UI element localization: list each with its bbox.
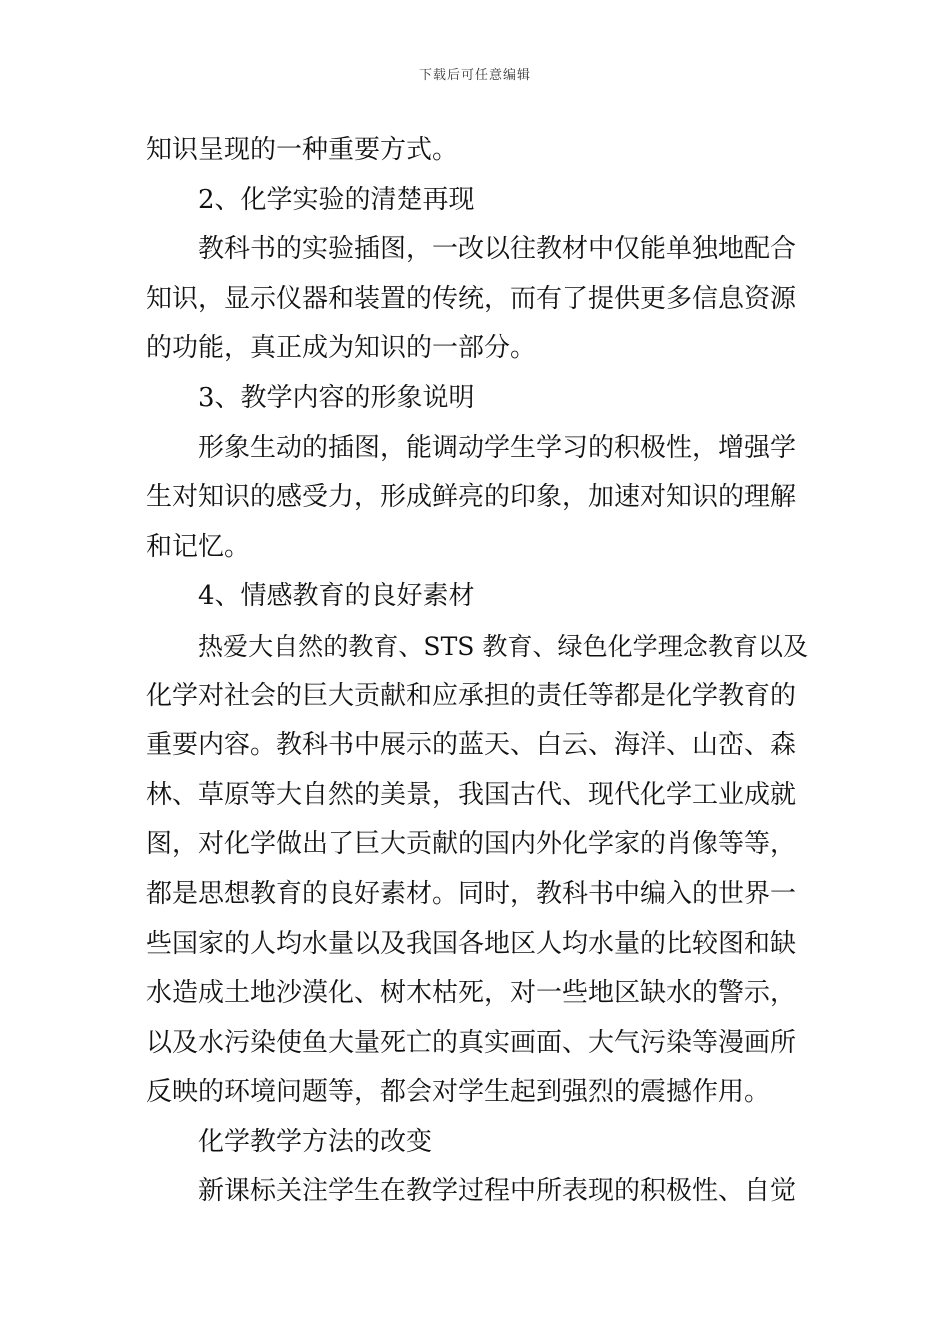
text-line: 反映的环境问题等，都会对学生起到强烈的震撼作用。 — [146, 1077, 771, 1108]
text-line: 热爱大自然的教育、STS 教育、绿色化学理念教育以及 — [198, 631, 809, 661]
text-line: 重要内容。教科书中展示的蓝天、白云、海洋、山峦、森 — [146, 730, 797, 761]
text-line: 知识，显示仪器和装置的传统，而有了提供更多信息资源 — [146, 283, 797, 314]
text-line: 化学教学方法的改变 — [198, 1126, 433, 1157]
text-line: 些国家的人均水量以及我国各地区人均水量的比较图和缺 — [146, 928, 797, 959]
page-header: 下载后可任意编辑 — [418, 68, 531, 83]
text-line: 和记忆。 — [146, 531, 251, 562]
document-body — [146, 126, 808, 1217]
text-line: 的功能，真正成为知识的一部分。 — [146, 333, 537, 364]
text-line: 水造成土地沙漠化、树木枯死，对一些地区缺水的警示， — [146, 978, 797, 1009]
text-line: 图，对化学做出了巨大贡献的国内外化学家的肖像等等， — [146, 829, 797, 860]
text-line: 知识呈现的一种重要方式。 — [146, 135, 459, 165]
text-line: 化学对社会的巨大贡献和应承担的责任等都是化学教育的 — [146, 680, 797, 711]
text-line: 新课标关注学生在教学过程中所表现的积极性、自觉 — [198, 1176, 797, 1207]
text-line: 林、草原等大自然的美景，我国古代、现代化学工业成就 — [146, 779, 797, 810]
text-line: 生对知识的感受力，形成鲜亮的印象，加速对知识的理解 — [146, 482, 797, 513]
text-line: 4、情感教育的良好素材 — [198, 581, 475, 612]
text-line: 形象生动的插图，能调动学生学习的积极性，增强学 — [198, 432, 797, 463]
text-line: 3、教学内容的形象说明 — [198, 382, 475, 413]
text-line: 都是思想教育的良好素材。同时，教科书中编入的世界一 — [146, 878, 797, 909]
text-line: 以及水污染使鱼大量死亡的真实画面、大气污染等漫画所 — [146, 1027, 797, 1058]
text-line: 2、化学实验的清楚再现 — [198, 184, 475, 215]
text-line: 教科书的实验插图，一改以往教材中仅能单独地配合 — [198, 234, 797, 265]
